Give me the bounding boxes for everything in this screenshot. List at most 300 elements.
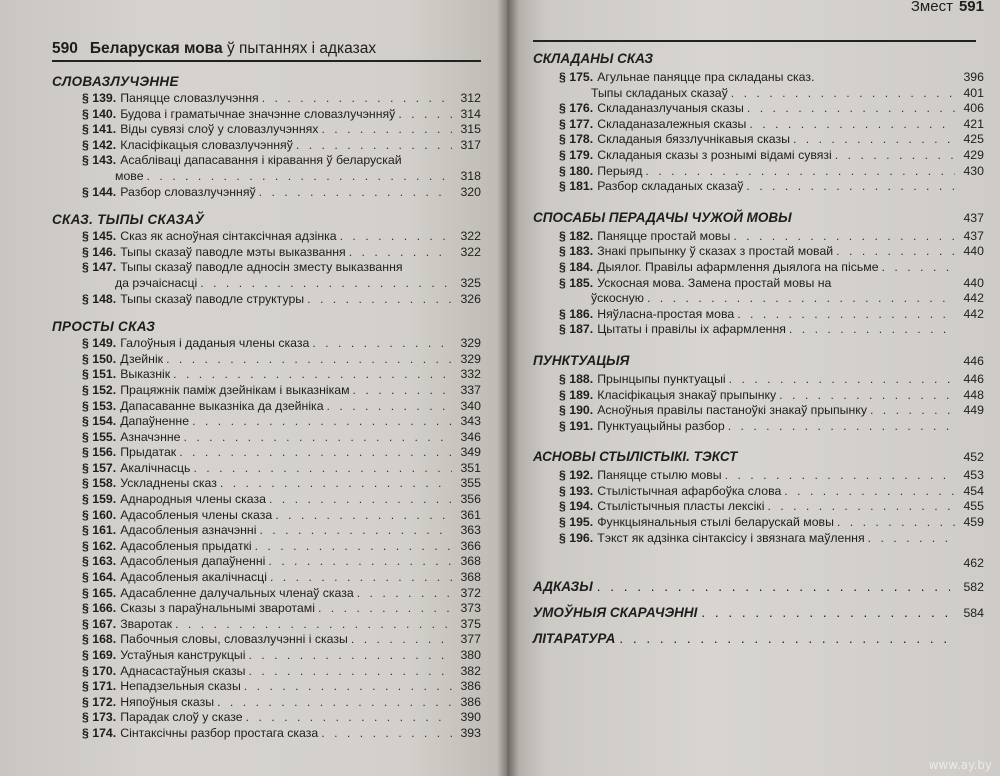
section-number: § 142. <box>82 137 117 152</box>
section-number: § 182. <box>559 228 594 243</box>
section-heading: СКАЗ. ТЫПЫ СКАЗАЎ <box>52 212 205 228</box>
page-ref: 317 <box>460 137 481 152</box>
leader-dots <box>259 185 452 201</box>
page-ref: 377 <box>460 632 481 647</box>
page-ref: 459 <box>963 515 984 530</box>
toc-entry <box>52 461 481 477</box>
page-ref: 446 <box>963 371 984 386</box>
entry-title: Тэкст як адзінка сінтаксісу і звязнага маўлення <box>597 530 865 545</box>
leader-dots <box>307 292 452 308</box>
section-number: § 161. <box>82 523 117 538</box>
leader-dots <box>200 276 452 292</box>
toc-entry-continuation <box>52 276 481 292</box>
leader-dots <box>784 484 955 500</box>
entry-title: Дапаўненне <box>120 414 190 429</box>
leader-dots <box>353 383 452 399</box>
appendix-heading <box>533 576 984 598</box>
entry-title: Непадзельныя сказы <box>120 679 241 694</box>
leader-dots <box>737 307 955 323</box>
section-number: § 169. <box>82 648 117 662</box>
page-ref: 440 <box>963 275 984 290</box>
toc-entry <box>52 260 481 276</box>
entry-title-continued: ўскосную <box>591 291 644 306</box>
leader-dots <box>647 291 955 307</box>
appendix-title: АДКАЗЫ <box>533 579 593 595</box>
page-ref: 325 <box>460 275 481 290</box>
book-gutter <box>497 0 519 776</box>
section-number: § 164. <box>82 570 117 585</box>
entry-title: Класіфікацыя знакаў прыпынку <box>597 387 777 402</box>
toc-entry <box>52 539 481 555</box>
entry-title: Аднародныя члены сказа <box>120 492 266 507</box>
leader-dots <box>835 148 955 164</box>
section-number: § 139. <box>82 91 117 105</box>
toc-entry <box>533 132 984 148</box>
leader-dots <box>837 515 955 531</box>
section-number: § 152. <box>82 382 117 397</box>
entry-title: Разбор словазлучэнняў <box>120 184 256 199</box>
section-heading <box>533 446 984 468</box>
header-rule <box>533 40 976 42</box>
section-number: § 150. <box>82 351 117 366</box>
leader-dots <box>248 648 452 664</box>
section-heading-text: ПУНКТУАЦЫЯ <box>533 352 630 368</box>
section-number: § 149. <box>82 336 117 351</box>
page-ref: 382 <box>460 663 481 678</box>
entry-title-continued: Тыпы складаных сказаў <box>591 85 728 100</box>
entry-title: Складаназалежныя сказы <box>597 116 747 131</box>
toc-entry <box>52 107 481 123</box>
toc-entry <box>533 244 984 260</box>
leader-dots <box>259 523 452 539</box>
page-ref: 396 <box>963 70 984 84</box>
right-page <box>507 0 1000 776</box>
leader-dots <box>268 554 452 570</box>
toc-entry <box>52 570 481 586</box>
entry-title: Віды сувязі слоў у словазлучэннях <box>120 122 319 137</box>
section-heading <box>533 207 984 229</box>
page-ref: 329 <box>460 351 481 366</box>
leader-dots <box>269 492 452 508</box>
page-ref: 349 <box>460 445 481 460</box>
section-heading <box>533 350 984 372</box>
section-number: § 146. <box>82 244 117 259</box>
section-number: § 145. <box>82 229 117 244</box>
toc-entry <box>533 419 984 435</box>
section-number: § 163. <box>82 554 117 569</box>
entry-title: Дзейнік <box>120 351 164 366</box>
page-ref: 584 <box>963 606 984 621</box>
leader-dots <box>749 117 955 133</box>
section-number: § 147. <box>82 260 117 275</box>
toc-entry <box>533 322 984 338</box>
page-ref: 582 <box>963 580 984 595</box>
leader-dots <box>262 91 452 107</box>
section-number: § 181. <box>559 179 594 194</box>
page-ref: 320 <box>460 184 481 199</box>
entry-title: Перыяд <box>597 163 643 178</box>
toc-entry <box>52 383 481 399</box>
page-ref: 318 <box>460 168 481 183</box>
leader-dots <box>357 586 452 602</box>
page-ref: 448 <box>963 387 984 402</box>
page-ref: 322 <box>460 244 481 259</box>
page-ref: 406 <box>963 101 984 116</box>
section-heading <box>533 48 984 70</box>
leader-dots <box>275 508 452 524</box>
entry-title: Складаныя сказы з рознымі відамі сувязі <box>597 147 832 162</box>
entry-title: Тыпы сказаў паводле структуры <box>120 291 305 306</box>
leader-dots <box>220 476 452 492</box>
leader-dots <box>179 445 452 461</box>
section-number: § 196. <box>559 530 594 545</box>
entry-title: Зваротак <box>120 616 172 631</box>
section-number: § 165. <box>82 585 117 600</box>
toc-entry <box>533 148 984 164</box>
toc-entry <box>533 531 984 547</box>
toc-entry <box>533 229 984 245</box>
entry-title: Адасобленыя прыдаткі <box>120 538 252 553</box>
entry-title: Выказнік <box>120 367 171 382</box>
section-number: § 144. <box>82 184 117 199</box>
section-number: § 162. <box>82 538 117 553</box>
toc-entry <box>533 515 984 531</box>
page-ref: 314 <box>460 106 481 121</box>
toc-entry <box>533 484 984 500</box>
toc-entry-continuation <box>533 291 984 307</box>
section-number: § 193. <box>559 483 594 498</box>
leader-dots <box>192 414 452 430</box>
section-number: § 195. <box>559 515 594 530</box>
appendix-title: УМОЎНЫЯ СКАРАЧЭННІ <box>533 605 698 621</box>
entry-title: Цытаты і правілы іх афармлення <box>597 322 786 337</box>
page-ref: 393 <box>460 725 481 740</box>
entry-title: Тыпы сказаў паводле мэты выказвання <box>120 244 346 259</box>
entry-title: Дапасаванне выказніка да дзейніка <box>120 398 324 413</box>
entry-title: Адасобленыя дапаўненні <box>120 554 266 569</box>
page-ref: 440 <box>963 244 984 259</box>
entry-title: Паняцце простай мовы <box>597 228 731 243</box>
section-number: § 157. <box>82 460 117 475</box>
section-number: § 194. <box>559 499 594 514</box>
section-number: § 175. <box>559 70 594 84</box>
toc-entry <box>52 352 481 368</box>
leader-dots <box>173 367 452 383</box>
toc-entry <box>52 632 481 648</box>
toc-entry <box>52 229 481 245</box>
page-ref: 375 <box>460 616 481 631</box>
toc-entry <box>533 70 984 86</box>
leader-dots <box>619 628 950 650</box>
toc-entry <box>52 586 481 602</box>
toc-entry-continuation <box>52 169 481 185</box>
entry-title: Аднасастаўныя сказы <box>120 663 246 678</box>
toc-entry <box>533 372 984 388</box>
right-page-header <box>533 0 984 16</box>
book-subtitle: ў пытаннях і адказах <box>226 40 377 57</box>
entry-title: Прыдатак <box>120 445 177 460</box>
leader-dots <box>645 164 955 180</box>
toc-entry <box>52 476 481 492</box>
page-ref: 322 <box>460 229 481 244</box>
entry-title: Адасобленыя акалічнасці <box>120 570 267 585</box>
section-number: § 158. <box>82 476 117 491</box>
page-ref: 366 <box>460 538 481 553</box>
leader-dots <box>779 388 955 404</box>
leader-dots <box>217 695 452 711</box>
entry-title: Пунктуацыйны разбор <box>597 418 725 433</box>
page-ref: 326 <box>460 291 481 306</box>
section-number: § 160. <box>82 507 117 522</box>
toc-entry <box>533 403 984 419</box>
section-number: § 189. <box>559 387 594 402</box>
toc-entry <box>52 430 481 446</box>
leader-dots <box>249 664 452 680</box>
leader-dots <box>244 679 452 695</box>
section-number: § 140. <box>82 106 117 121</box>
section-number: § 148. <box>82 291 117 306</box>
entry-title: Адасобленыя азначэнні <box>120 523 257 538</box>
section-number: § 180. <box>559 163 594 178</box>
page-ref: 425 <box>963 132 984 147</box>
page-ref: 356 <box>460 492 481 507</box>
toc-entry-continuation <box>533 86 984 102</box>
entry-title: Дыялог. Правілы афармлення дыялога на пісьме <box>597 259 879 274</box>
page-ref: 355 <box>460 476 481 491</box>
leader-dots <box>184 430 452 446</box>
entry-title: Парадак слоў у сказе <box>120 710 243 725</box>
entry-title-continued: мове <box>115 168 144 183</box>
toc-entry <box>52 601 481 617</box>
toc-entry <box>533 117 984 133</box>
page-ref: 454 <box>963 483 984 498</box>
toc-entry <box>52 710 481 726</box>
entry-title: Прынцыпы пунктуацыі <box>597 371 726 386</box>
toc-entry <box>52 445 481 461</box>
toc-entry <box>533 101 984 117</box>
entry-title: Галоўныя і даданыя члены сказа <box>120 336 310 351</box>
toc-entry <box>533 164 984 180</box>
section-heading-text: СПОСАБЫ ПЕРАДАЧЫ ЧУЖОЙ МОВЫ <box>533 209 792 225</box>
page-ref: 351 <box>460 460 481 475</box>
leader-dots <box>398 107 452 123</box>
leader-dots <box>597 576 950 598</box>
entry-title: Няпоўныя сказы <box>120 694 215 709</box>
page-ref: 363 <box>460 523 481 538</box>
leader-dots <box>327 399 452 415</box>
leader-dots <box>340 229 452 245</box>
toc-entry <box>52 414 481 430</box>
entry-title: Паняцце стылю мовы <box>597 468 722 483</box>
leader-dots <box>321 122 452 138</box>
section-number: § 192. <box>559 468 594 483</box>
entry-title: Акалічнасць <box>120 460 191 475</box>
page-ref: 337 <box>460 382 481 397</box>
toc-entry <box>52 726 481 742</box>
entry-title: Функцыянальныя стылі беларускай мовы <box>597 515 834 530</box>
leader-dots <box>175 617 452 633</box>
entry-title: Устаўныя канструкцыі <box>120 648 246 662</box>
leader-dots <box>255 539 452 555</box>
toc-entry <box>52 336 481 352</box>
section-number: § 172. <box>82 694 117 709</box>
leader-dots <box>746 179 955 195</box>
toc-entry <box>52 554 481 570</box>
page-ref: 462 <box>963 556 984 571</box>
appendix-title: ЛІТАРАТУРА <box>533 631 616 647</box>
leader-dots <box>270 570 452 586</box>
left-toc <box>52 74 481 742</box>
toc-entry <box>52 695 481 711</box>
page-ref: 430 <box>963 163 984 178</box>
leader-dots <box>731 86 955 102</box>
section-page-ref: 452 <box>963 450 984 465</box>
section-number: § 185. <box>559 275 594 290</box>
entry-title: Адасабленне далучальных членаў сказа <box>120 585 354 600</box>
section-number: § 177. <box>559 116 594 131</box>
entry-title: Азначэнне <box>120 429 181 444</box>
leader-dots <box>296 138 452 154</box>
entry-title: Знакі прыпынку ў сказах з простай мовай <box>597 244 834 259</box>
toc-entry <box>52 245 481 261</box>
section-page-ref: 446 <box>963 353 984 368</box>
page-ref: 442 <box>963 306 984 321</box>
page-ref: 315 <box>460 122 481 137</box>
section-number: § 141. <box>82 122 117 137</box>
right-page-number: 591 <box>958 0 984 15</box>
leader-dots <box>193 461 452 477</box>
section-number: § 179. <box>559 147 594 162</box>
section-number: § 151. <box>82 367 117 382</box>
leader-dots <box>747 101 955 117</box>
right-toc <box>533 48 984 650</box>
entry-title: Будова і граматычнае значэнне словазлучэнняў <box>120 106 396 121</box>
section-number: § 176. <box>559 101 594 116</box>
toc-entry <box>533 307 984 323</box>
entry-title: Складаныя бяззлучнікавыя сказы <box>597 132 790 147</box>
entry-title: Паняцце словазлучэння <box>120 91 259 105</box>
leader-dots <box>321 726 452 742</box>
leader-dots <box>349 245 452 261</box>
left-page-header <box>52 38 481 62</box>
page-ref: 386 <box>460 694 481 709</box>
book-title: Беларуская мова <box>89 40 223 57</box>
section-number: § 183. <box>559 244 594 259</box>
section-number: § 187. <box>559 322 594 337</box>
entry-title: Пабочныя словы, словазлучэнні і сказы <box>120 632 348 647</box>
section-number: § 191. <box>559 418 594 433</box>
entry-title: Працяжнік паміж дзейнікам і выказнікам <box>120 382 350 397</box>
section-number: § 174. <box>82 725 117 740</box>
toc-entry <box>533 468 984 484</box>
entry-title: Сінтаксічны разбор простага сказа <box>120 725 319 740</box>
entry-title: Ускосная мова. Замена простай мовы на <box>597 275 832 290</box>
toc-entry <box>52 122 481 138</box>
entry-title: Тыпы сказаў паводле адносін зместу выказвання <box>120 260 403 275</box>
entry-title-continued: да рэчаіснасці <box>115 275 198 290</box>
leader-dots <box>793 132 955 148</box>
section-number: § 166. <box>82 601 117 616</box>
leader-dots <box>882 260 955 276</box>
toc-entry <box>52 648 481 664</box>
page-ref: 346 <box>460 429 481 444</box>
page-ref: 373 <box>460 601 481 616</box>
page-ref: 437 <box>963 228 984 243</box>
section-number: § 143. <box>82 153 117 168</box>
section-number: § 155. <box>82 429 117 444</box>
section-heading: ПРОСТЫ СКАЗ <box>52 319 156 335</box>
toc-entry <box>52 508 481 524</box>
toc-entry <box>533 276 984 292</box>
leader-dots <box>147 169 452 185</box>
section-number: § 190. <box>559 403 594 418</box>
leader-dots <box>733 229 955 245</box>
entry-title: Ускладнены сказ <box>120 476 217 491</box>
leader-dots <box>789 322 955 338</box>
page-ref: 442 <box>963 291 984 306</box>
section-number: § 159. <box>82 492 117 507</box>
entry-title: Асноўныя правілы пастаноўкі знакаў прыпынку <box>597 403 867 418</box>
page-ref: 380 <box>460 648 481 662</box>
page-ref: 401 <box>963 85 984 100</box>
entry-title: Няўласна-простая мова <box>597 306 735 321</box>
toc-entry <box>52 523 481 539</box>
entry-title: Складаназлучаныя сказы <box>597 101 744 116</box>
page-ref: 312 <box>460 91 481 105</box>
entry-title: Адасобленыя члены сказа <box>120 507 273 522</box>
section-heading-text: АСНОВЫ СТЫЛІСТЫКІ. ТЭКСТ <box>533 449 738 465</box>
toc-entry <box>52 492 481 508</box>
page-ref: 386 <box>460 679 481 694</box>
entry-title: Класіфікацыя словазлучэнняў <box>120 137 293 152</box>
leader-dots <box>312 336 452 352</box>
leader-dots <box>836 244 955 260</box>
appendix-heading <box>533 628 984 650</box>
leader-dots <box>868 531 955 547</box>
entry-title: Стылістычныя пласты лексікі <box>597 499 765 514</box>
leader-dots <box>701 602 950 624</box>
toc-entry <box>533 179 984 195</box>
leader-dots <box>728 419 955 435</box>
section-number: § 178. <box>559 132 594 147</box>
toc-entry <box>52 679 481 695</box>
leader-dots <box>351 632 452 648</box>
appendix-heading <box>533 602 984 624</box>
leader-dots <box>725 468 955 484</box>
section-number: § 171. <box>82 679 117 694</box>
toc-entry <box>52 292 481 308</box>
toc-entry <box>533 388 984 404</box>
entry-title: Асабліваці дапасавання і кіравання ў беларускай <box>120 153 402 168</box>
page-ref: 340 <box>460 398 481 413</box>
section-heading: СЛОВАЗЛУЧЭННЕ <box>52 74 179 89</box>
section-number: § 153. <box>82 398 117 413</box>
section-number: § 186. <box>559 306 594 321</box>
toc-entry <box>52 617 481 633</box>
leader-dots <box>767 499 955 515</box>
page-ref: 449 <box>963 403 984 418</box>
entry-title: Сказ як асноўная сінтаксічная адзінка <box>120 229 337 244</box>
toc-entry <box>533 260 984 276</box>
section-number: § 154. <box>82 414 117 429</box>
section-number: § 188. <box>559 371 594 386</box>
section-heading-text: СКЛАДАНЫ СКАЗ <box>533 51 654 66</box>
leader-dots <box>246 710 452 726</box>
left-page-number: 590 <box>52 40 78 57</box>
watermark: www.ay.by <box>928 758 992 772</box>
toc-entry <box>52 664 481 680</box>
toc-entry <box>52 153 481 169</box>
